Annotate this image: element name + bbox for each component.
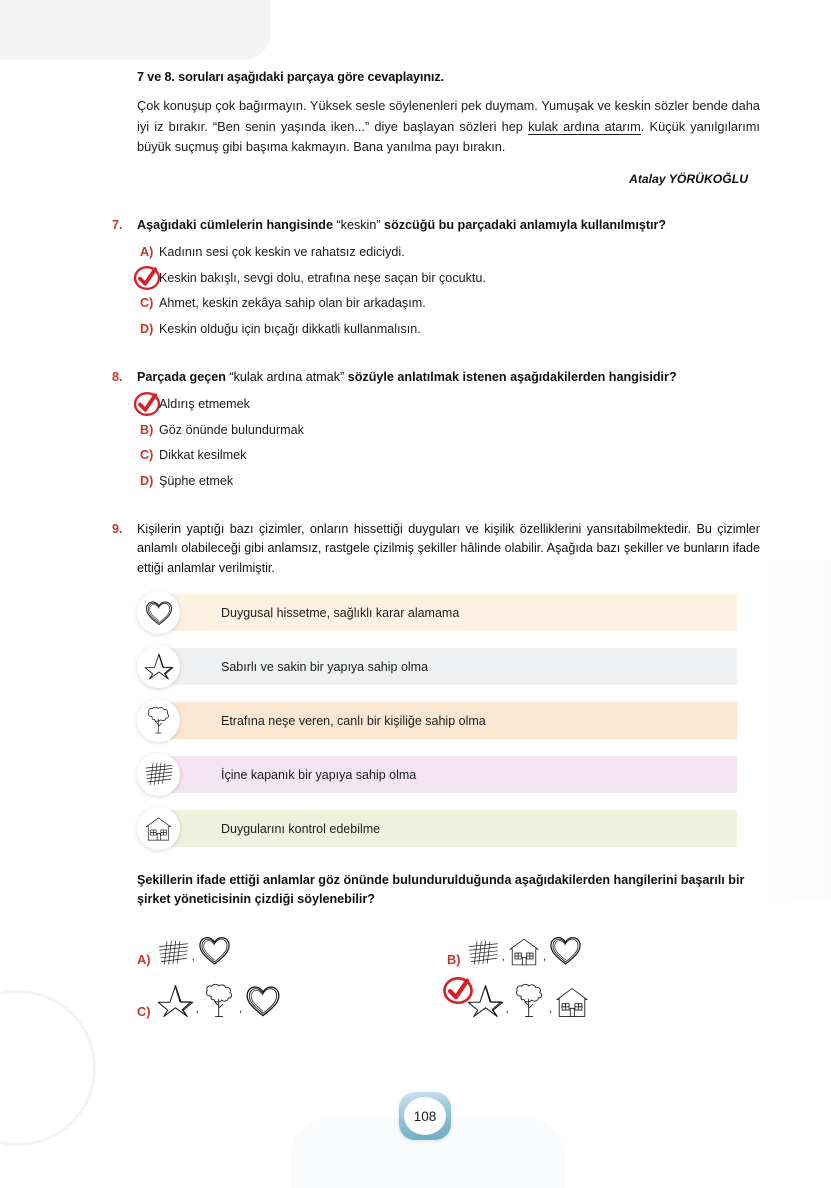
option-9-b-letter: B)	[447, 952, 461, 967]
passage-heading: 7 ve 8. soruları aşağıdaki parçaya göre cevaplayınız.	[137, 70, 444, 84]
option-7-d[interactable]	[137, 320, 760, 338]
page-number: 108	[404, 1097, 446, 1135]
shape-row-heart-bar	[159, 594, 737, 631]
scribble-sketch-icon	[467, 940, 500, 967]
tree-sketch-icon	[201, 983, 237, 1019]
page-number-badge	[399, 1092, 451, 1140]
option-9-b-separator-2: ,	[542, 949, 547, 963]
question-7-stem-row	[112, 216, 760, 235]
answer-check-mark-icon	[132, 264, 162, 292]
question-7-number: 7.	[112, 218, 123, 232]
option-9-d[interactable]	[447, 973, 590, 1019]
shape-row-house-bar	[159, 810, 737, 847]
house-sketch-icon	[554, 986, 590, 1019]
option-8-d-text: Şüphe etmek	[159, 473, 234, 488]
question-8-options	[137, 395, 760, 490]
shape-row-tree-bar	[159, 702, 737, 739]
option-7-a-text: Kadının sesi çok keskin ve rahatsız ediciydi.	[159, 245, 405, 259]
question-9-stem-row	[112, 520, 760, 579]
option-9-c-separator-2: ,	[238, 1001, 243, 1015]
house-sketch-icon	[507, 937, 541, 967]
question-8-stem-part-2: sözüyle anlatılmak istenen aşağıdakilerden hangisidir?	[344, 369, 677, 384]
decorative-left-arc	[0, 990, 96, 1146]
shape-row-star-bar	[159, 648, 737, 685]
question-9	[112, 520, 760, 1020]
page-content	[112, 70, 760, 1025]
question-8-stem-row	[112, 368, 760, 387]
passage-part-2: . Küçük yanılgılarımı büyük suçmuş gibi başıma kakmayın. Bana yanılma payı bırakın.	[137, 118, 760, 154]
option-8-d-letter: D)	[140, 473, 154, 488]
passage-text	[137, 96, 760, 158]
shape-row-star	[137, 648, 737, 685]
heart-sketch-icon	[244, 983, 282, 1019]
heart-sketch-icon	[137, 591, 180, 634]
option-9-c[interactable]	[137, 973, 447, 1019]
passage-author: Atalay YÖRÜKOĞLU	[629, 171, 748, 186]
shape-row-house	[137, 810, 737, 847]
decorative-top-band	[0, 0, 270, 60]
shape-row-tree	[137, 702, 737, 739]
shape-row-star-label: Sabırlı ve sakin bir yapıya sahip olma	[221, 659, 429, 674]
option-8-b[interactable]	[137, 421, 760, 439]
question-7-options	[137, 243, 760, 338]
picture-options-row-2	[137, 973, 760, 1019]
shape-row-scribble	[137, 756, 737, 793]
answer-check-mark-icon	[132, 390, 162, 418]
option-7-b[interactable]	[137, 269, 760, 287]
question-8-stem-quote: “kulak ardına atmak”	[229, 369, 345, 384]
option-9-a-separator-1: ,	[191, 949, 195, 963]
shape-row-heart	[137, 594, 737, 631]
question-8	[112, 368, 760, 490]
option-7-c-text: Ahmet, keskin zekâya sahip olan bir arkadaşım.	[159, 296, 426, 310]
option-7-d-text: Keskin olduğu için bıçağı dikkatli kullanmalısın.	[159, 321, 421, 336]
question-8-stem-part-1: Parçada geçen	[137, 369, 230, 384]
passage-underlined-phrase: kulak ardına atarım	[528, 118, 641, 134]
shape-row-heart-label: Duygusal hissetme, sağlıklı karar alamama	[221, 605, 460, 620]
option-9-c-letter: C)	[137, 1004, 151, 1019]
option-9-b[interactable]	[447, 921, 583, 967]
option-9-c-shapes	[157, 983, 283, 1019]
option-9-c-separator-1: ,	[195, 1001, 199, 1015]
option-9-a-shapes	[157, 934, 232, 967]
question-7-stem-part-1: Aşağıdaki cümlelerin hangisinde	[137, 217, 337, 232]
question-8-number: 8.	[112, 370, 123, 384]
heart-sketch-icon	[197, 934, 232, 967]
option-9-a[interactable]	[137, 921, 447, 967]
question-7	[112, 216, 760, 338]
option-8-a-text: Aldırış etmemek	[159, 397, 250, 411]
question-9-intro: Kişilerin yaptığı bazı çizimler, onların hissettiği duyguları ve kişilik özelliklerini yansıtabilmektedir. Bu çizimler anlamlı olabileceği gibi anlamsız, rastgele çizilmiş şekiller hâlinde olabilir. Aşağıda bazı şekiller ve bunların ifade ettiği anlamlar verilmiştir.	[137, 521, 760, 575]
question-8-stem	[137, 368, 760, 387]
option-8-d[interactable]	[137, 472, 760, 490]
question-9-final-question: Şekillerin ifade ettiği anlamlar göz önünde bulundurulduğunda aşağıdakilerden hangilerini başarılı bir şirket yöneticisinin çizdiği söylenebilir?	[137, 873, 745, 906]
option-9-d-shapes	[467, 983, 591, 1019]
question-7-stem-quote: “keskin”	[336, 217, 381, 232]
house-sketch-icon	[137, 807, 180, 850]
option-9-b-shapes	[467, 934, 584, 967]
shape-row-tree-label: Etrafına neşe veren, canlı bir kişiliğe sahip olma	[221, 713, 486, 728]
heart-sketch-icon	[548, 934, 583, 967]
shape-row-scribble-label: İçine kapanık bir yapıya sahip olma	[221, 767, 417, 782]
shape-meaning-list	[137, 594, 737, 847]
option-9-d-separator-2: ,	[548, 1001, 553, 1015]
option-7-a-letter: A)	[140, 245, 154, 259]
question-9-picture-options	[137, 921, 760, 1019]
option-7-a[interactable]	[137, 243, 760, 261]
shape-row-scribble-bar	[159, 756, 737, 793]
option-8-c-letter: C)	[140, 448, 154, 462]
option-8-b-letter: B)	[140, 422, 154, 437]
option-9-d-separator-1: ,	[505, 1001, 509, 1015]
star-sketch-icon	[157, 983, 194, 1019]
option-8-c[interactable]	[137, 446, 760, 464]
option-7-b-text: Keskin bakışlı, sevgi dolu, etrafına neşe saçan bir çocuktu.	[159, 270, 486, 285]
option-8-a[interactable]	[137, 395, 760, 413]
scribble-sketch-icon	[157, 940, 190, 967]
option-9-b-separator-1: ,	[501, 949, 505, 963]
option-7-c-letter: C)	[140, 296, 154, 310]
star-sketch-icon	[467, 983, 504, 1019]
scribble-sketch-icon	[137, 753, 180, 796]
question-7-stem-part-2: sözcüğü bu parçadaki anlamıyla kullanılmıştır?	[380, 217, 667, 232]
passage-part-1: Çok konuşup çok bağırmayın. Yüksek sesle söylenenleri pek duymam. Yumuşak ve keskin sözler bende daha iyi iz bırakır. “Ben senin yaşında iken...” diye başlayan sözleri hep	[137, 98, 760, 134]
option-8-c-text: Dikkat kesilmek	[159, 448, 247, 462]
decorative-right-fade	[761, 560, 831, 900]
option-9-a-letter: A)	[137, 952, 151, 967]
shape-row-house-label: Duygularını kontrol edebilme	[221, 821, 381, 836]
picture-options-row-1	[137, 921, 760, 967]
tree-sketch-icon	[511, 983, 547, 1019]
star-sketch-icon	[137, 645, 180, 688]
option-7-c[interactable]	[137, 294, 760, 312]
question-7-stem	[137, 216, 760, 235]
option-8-b-text: Göz önünde bulundurmak	[159, 422, 304, 437]
option-7-d-letter: D)	[140, 321, 154, 336]
tree-sketch-icon	[137, 699, 180, 742]
question-9-number: 9.	[112, 522, 123, 536]
